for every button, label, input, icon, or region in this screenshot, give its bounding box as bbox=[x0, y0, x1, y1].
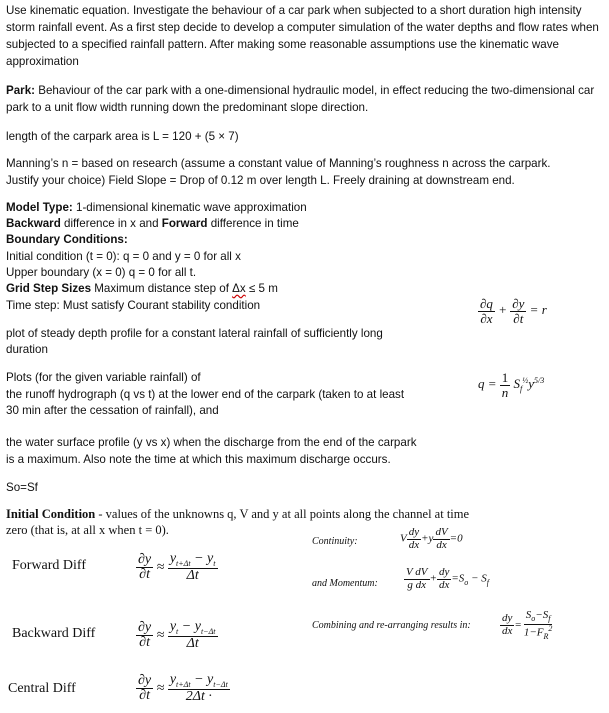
forward-diff-label: Forward Diff bbox=[12, 558, 87, 573]
difference-line bbox=[6, 215, 299, 232]
time-step-line: Time step: Must satisfy Courant stability condition bbox=[6, 299, 261, 312]
initial-condition-label: Initial Condition bbox=[6, 507, 96, 521]
manning-line-1: Manning’s n = based on research (assume a constant value of Manning’s roughness n across the carpark. bbox=[6, 157, 551, 170]
manning-equation: q = $\frac{1}{n}$ $S_f^{\frac{1}{2}}y^{5/3}$ bbox=[478, 370, 545, 400]
forward-diff-equation: $\frac{\partial y}{\partial t}$ ≈ $\frac{y_{t+\Delta t} - y_t}{\Delta t}$ bbox=[138, 551, 216, 584]
difference-text-2: difference in time bbox=[207, 217, 299, 230]
grid-step-post: ≤ 5 m bbox=[245, 282, 278, 295]
surface-line-1: the water surface profile (y vs x) when the discharge from the end of the carpark bbox=[6, 436, 417, 449]
forward-word: Forward bbox=[161, 217, 208, 230]
continuity-equation: V $\frac{dy}{dx}$ +y $\frac{dV}{dx}$ =0 bbox=[400, 526, 463, 551]
plots-line-2: the runoff hydrograph (q vs t) at the lower end of the carpark (taken to at least bbox=[6, 388, 405, 401]
grid-step-line bbox=[6, 280, 278, 297]
park-label: Park: bbox=[6, 84, 36, 97]
surface-line-2: is a maximum. Also note the time at which this maximum discharge occurs. bbox=[6, 453, 391, 466]
continuity-label: Continuity: bbox=[312, 536, 358, 547]
central-diff-label: Central Diff bbox=[8, 681, 76, 696]
momentum-equation: $\frac{\text{V dV}}{\text{g dx}}$ + $\frac{dy}{dx}$ $=S_o - S_f$ bbox=[406, 566, 489, 591]
grid-step-label: Grid Step Sizes bbox=[6, 282, 92, 295]
so-sf-line: So=Sf bbox=[6, 481, 38, 494]
plots-line-3: 30 min after the cessation of rainfall), and bbox=[6, 404, 219, 417]
initial-condition-paragraph bbox=[6, 506, 469, 523]
central-diff-equation: $\frac{\partial y}{\partial t}$ ≈ $\frac{y_{t+\Delta t} - y_{t-\Delta t}}{2\Delta t \cdot}$ bbox=[138, 672, 228, 705]
intro-paragraph: Use kinematic equation. Investigate the behaviour of a car park when subjected to a short duration high intensity storm rainfall event. As a first step decide to develop a computer simulation of the water depths and flow rates when subjected to a specified rainfall pattern. After making some reasonable assumptions use the kinematic wave approximation bbox=[6, 4, 599, 68]
steady-plot-line-2: duration bbox=[6, 343, 48, 356]
initial-condition-line: Initial condition (t = 0): q = 0 and y = 0 for all x bbox=[6, 250, 241, 263]
upper-boundary-line: Upper boundary (x = 0) q = 0 for all t. bbox=[6, 266, 197, 279]
park-paragraph bbox=[6, 82, 602, 116]
backward-diff-equation: $\frac{\partial y}{\partial t}$ ≈ $\frac{y_t - y_{t-\Delta t}}{\Delta t}$ bbox=[138, 619, 216, 652]
backward-word: Backward bbox=[6, 217, 61, 230]
combining-label: Combining and re-arranging results in: bbox=[312, 620, 471, 631]
combined-equation: $\frac{dy}{dx}$ = $\frac{S_o-S_f}{1-F_R^2}$ bbox=[502, 609, 553, 641]
model-type-text: 1-dimensional kinematic wave approximation bbox=[72, 201, 307, 214]
backward-diff-label: Backward Diff bbox=[12, 626, 96, 641]
difference-text-1: difference in x and bbox=[60, 217, 162, 230]
length-line: length of the carpark area is L = 120 + (5 × 7) bbox=[6, 130, 239, 143]
manning-line-2: Justify your choice) Field Slope = Drop of 0.12 m over length L. Freely draining at downstream end. bbox=[6, 174, 515, 187]
model-type-line bbox=[6, 199, 307, 216]
momentum-label: and Momentum: bbox=[312, 578, 378, 589]
park-text: Behaviour of the car park with a one-dimensional hydraulic model, in effect reducing the two-dimensional car park to a unit flow width running down the predominant slope direction. bbox=[6, 84, 595, 114]
continuity-pde: $\frac{\partial q}{\partial x}$ + $\frac{\partial y}{\partial t}$ = r bbox=[480, 296, 547, 326]
grid-step-pre: Maximum distance step of bbox=[91, 282, 233, 295]
delta-x: Δx bbox=[232, 282, 246, 295]
model-type-label: Model Type: bbox=[6, 201, 73, 214]
boundary-label: Boundary Conditions: bbox=[6, 233, 128, 246]
steady-plot-line-1: plot of steady depth profile for a constant lateral rainfall of sufficiently long bbox=[6, 327, 383, 340]
initial-condition-text-1: - values of the unknowns q, V and y at all points along the channel at time bbox=[95, 507, 470, 521]
plots-line-1: Plots (for the given variable rainfall) of bbox=[6, 371, 201, 384]
boundary-conditions-heading bbox=[6, 231, 128, 248]
initial-condition-text-2: zero (that is, at all x when t = 0). bbox=[6, 523, 169, 537]
